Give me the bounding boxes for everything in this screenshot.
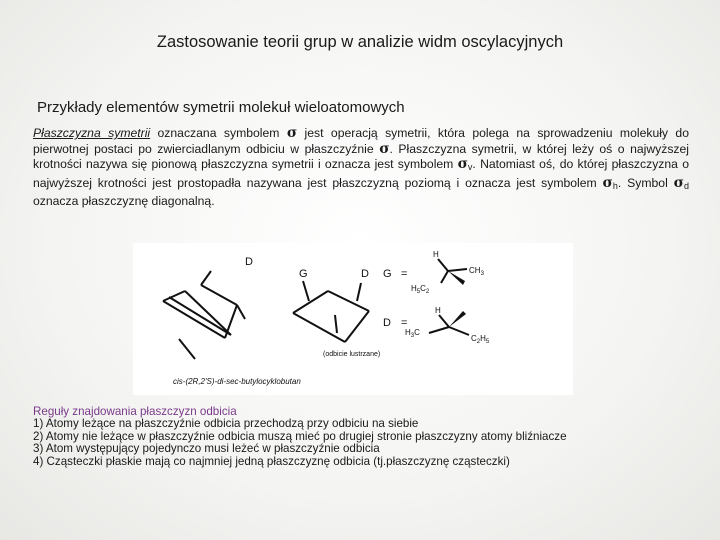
paragraph-text-5: . Symbol bbox=[617, 175, 674, 190]
molecule-figure bbox=[133, 243, 573, 395]
rules-heading: Reguły znajdowania płaszczyzn odbicia bbox=[33, 405, 237, 418]
c2h5-label: $C_2H_5$ bbox=[471, 334, 490, 345]
sigma-symbol: σ bbox=[379, 140, 390, 157]
slide-title: Zastosowanie teorii grup w analizie widm oscylacyjnych bbox=[156, 33, 564, 51]
label-g-middle: G bbox=[299, 268, 308, 280]
rule-item: 4) Cząsteczki płaskie mają co najmniej jedną płaszczyznę odbicia (tj.płaszczyznę cząsteczki) bbox=[33, 454, 510, 468]
paragraph-text-4: . Natomiast oś, do której płaszczyzna o najwyższej krotności jest prostopadła nazywana jest płaszczyzną poziomą i oznacza jest symbolem bbox=[33, 157, 689, 190]
sigma-h-subscript: h bbox=[612, 180, 618, 191]
section-heading: Przykłady elementów symetrii molekuł wieloatomowych bbox=[37, 99, 405, 116]
label-d-left: D bbox=[245, 256, 253, 268]
sigma-h-symbol: σ bbox=[602, 174, 613, 191]
equals-top: = bbox=[401, 268, 408, 280]
sigma-d-subscript: d bbox=[683, 180, 689, 191]
paragraph-text-3: . Płaszczyzna symetrii, w której leży oś o najwyższej krotności nazywa się pionową płaszczyzna symetrii i oznacza jest symbolem bbox=[33, 141, 689, 172]
sigma-symbol: σ bbox=[286, 125, 298, 141]
sigma-v-symbol: σ bbox=[457, 156, 468, 173]
ch3-label: $CH_3$ bbox=[469, 266, 484, 277]
rule-item: 2) Atomy nie leżące w płaszczyźnie odbicia muszą mieć po drugiej stronie płaszczyzny atomy bliźniacze bbox=[33, 429, 567, 443]
label-d-middle: D bbox=[361, 268, 369, 280]
paragraph-text-2: jest operacją symetrii, która polega na sprowadzeniu molekuły do pierwotnej postaci po zwierciadlanym odbiciu w płaszczyźnie bbox=[33, 126, 689, 156]
label-d-right: D bbox=[383, 317, 391, 329]
h5c2-label: $H_5C_2$ bbox=[411, 284, 430, 295]
term-plane-of-symmetry: Płaszczyzna symetrii bbox=[33, 126, 151, 140]
rule-item: 3) Atom występujący pojedynczo musi leżeć w płaszczyźnie odbicia bbox=[33, 442, 380, 456]
figure-caption: cis-(2R,2'S)-di-sec-butylocyklobutan bbox=[173, 377, 301, 386]
sigma-d-symbol: σ bbox=[673, 174, 684, 191]
h-bottom: H bbox=[435, 306, 441, 315]
mirror-caption: (odbicie lustrzane) bbox=[323, 351, 381, 358]
equals-bottom: = bbox=[401, 317, 408, 329]
label-g-right: G bbox=[383, 268, 392, 280]
paragraph-text-6: oznacza płaszczyznę diagonalną. bbox=[33, 194, 215, 209]
rule-item: 1) Atomy leżące na płaszczyźnie odbicia przechodzą przy odbiciu na siebie bbox=[33, 417, 419, 431]
paragraph-text-1: oznaczana symbolem bbox=[150, 126, 287, 140]
sigma-v-subscript: v bbox=[467, 162, 473, 173]
h-top: H bbox=[433, 250, 439, 259]
rules-list bbox=[33, 406, 567, 468]
h3c-label: $H_3C$ bbox=[405, 328, 420, 339]
definition-paragraph bbox=[33, 126, 689, 210]
